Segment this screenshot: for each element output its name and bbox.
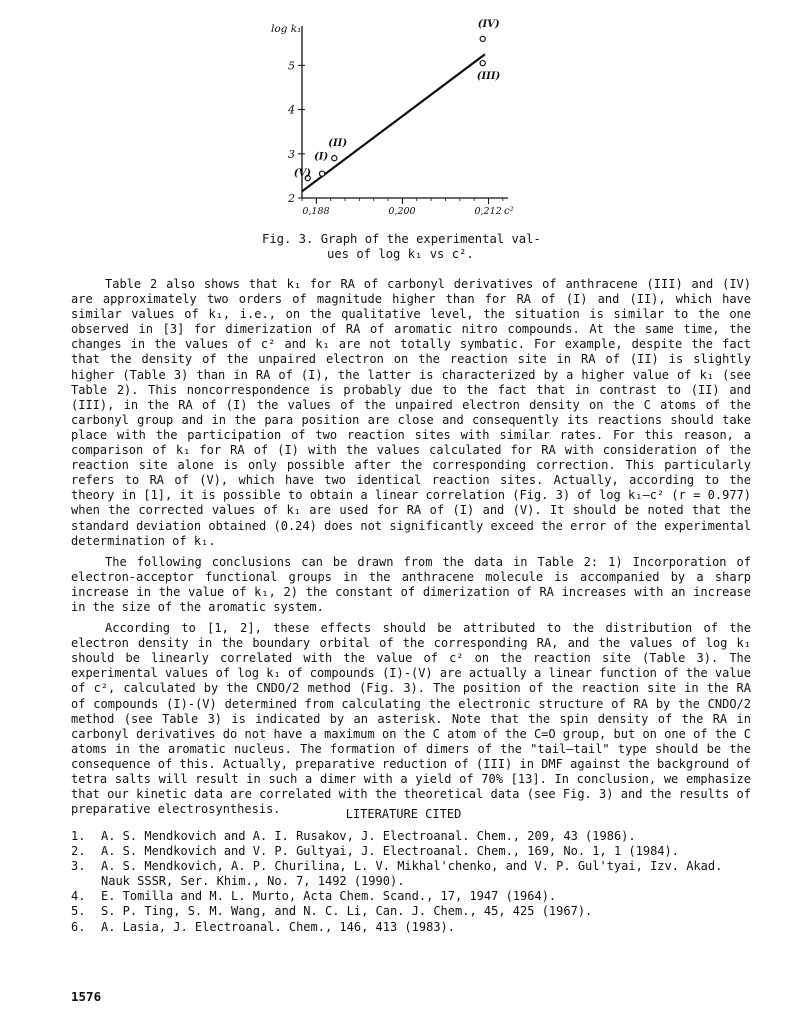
reference-text: A. Lasia, J. Electroanal. Chem., 146, 413 (1983). — [101, 919, 456, 934]
reference-number: 2. — [71, 844, 86, 859]
references-heading: LITERATURE CITED — [345, 807, 462, 821]
point-label: (IV) — [477, 18, 500, 30]
y-tick-label: 3 — [288, 147, 295, 161]
data-point — [480, 36, 485, 41]
paragraph-3: According to [1, 2], these effects should be attributed to the distribution of the electron density in the boundary orbital of the corresponding RA, and the values of log k₁ should be linearly correlated with the value of c² on the reaction site (Table 3). The experimental values of log k₁ of compounds (I)-(V) are actually a linear function of the value of c², calculated by the CNDO/2 method (Fig. 3). The position of the reaction site in the RA of compounds (I)-(V) determined from calculating the electronic structure of RA by the CNDO/2 method (see Table 3) is indicated by an asterisk. Note that the spin density of the RA in carbonyl derivatives do not have a maximum on the C atom of the C=O group, but on one of the C atoms in the aromatic nucleus. The formation of dimers of the "tail–tail" type should be the consequence of this. Actually, preparative reduction of (III) in DMF against the background of tetra salts will result in such a dimer with a yield of 70% [13]. In conclusion, we emphasize that our kinetic data are correlated with the theoretical data (see Fig. 3) and the results of preparative electrosynthesis. — [71, 621, 751, 817]
reference-item — [71, 889, 751, 904]
x-tick-label: 0,212 — [474, 206, 502, 217]
point-label: (I) — [314, 151, 329, 163]
reference-text: A. S. Mendkovich, A. P. Churilina, L. V. Mikhal'chenko, and V. P. Gul'tyai, Izv. Akad. Nauk SSSR, Ser. Khim., No. 7, 1492 (1990). — [101, 859, 723, 889]
reference-number: 4. — [71, 889, 86, 904]
caption-line-1: Fig. 3. Graph of the experimental val- — [262, 232, 541, 246]
y-tick-label: 2 — [288, 192, 295, 205]
x-axis-label: c² — [504, 206, 514, 217]
x-tick-label: 0,188 — [302, 206, 330, 217]
reference-text: S. P. Ting, S. M. Wang, and N. C. Li, Can. J. Chem., 45, 425 (1967). — [101, 904, 593, 919]
figure-caption — [262, 232, 562, 262]
reference-item — [71, 829, 751, 844]
reference-text: A. S. Mendkovich and V. P. Gultyai, J. Electroanal. Chem., 169, No. 1, 1 (1984). — [101, 844, 679, 859]
chart-marks — [294, 19, 501, 192]
reference-number: 5. — [71, 904, 86, 919]
reference-number: 6. — [71, 919, 86, 934]
point-label: (V) — [293, 168, 311, 180]
data-point — [480, 61, 485, 66]
reference-text: E. Tomilla and M. L. Murto, Acta Chem. Scand., 17, 1947 (1964). — [101, 889, 557, 904]
point-label: (III) — [476, 71, 501, 83]
paragraph-1: Table 2 also shows that k₁ for RA of carbonyl derivatives of anthracene (III) and (IV) are approximately two orders of magnitude higher than for RA of (I) and (II), which have similar values of k₁, i.e., on the qualitative level, the situation is similar to the one observed in [3] for dimerization of RA of aromatic nitro compounds. At the same time, the changes in the values of c² and k₁ are not totally symbatic. For example, despite the fact that the density of the unpaired electron on the reaction site in RA of (II) is slightly higher (Table 3) than in RA of (I), the latter is characterized by a higher value of k₁ (see Table 2). This noncorrespondence is probably due to the fact that in contrast to (II) and (III), in the RA of (I) the values of the unpaired electron density on the C atoms of the carbonyl group and in the para position are close and consequently its reactions should take place with the participation of two reaction sites with similar rates. For this reason, a comparison of k₁ for RA of (I) with the values calculated for RA with consideration of the reaction site alone is only possible after the corresponding correction. This particularly refers to RA of (V), which have two identical reaction sites. Actually, according to the theory in [1], it is possible to obtain a linear correlation (Fig. 3) of log k₁–c² (r = 0.977) when the corrected values of k₁ are used for RA of (I) and (V). It should be noted that the standard deviation obtained (0.24) does not significantly exceed the error of the experimental determination of k₁. — [71, 277, 751, 548]
caption-line-2: ues of log k₁ vs c². — [327, 247, 474, 261]
reference-item — [71, 859, 751, 889]
references-list — [71, 829, 751, 935]
reference-number: 1. — [71, 829, 86, 843]
reference-item — [71, 844, 751, 859]
paragraph-2: The following conclusions can be drawn from the data in Table 2: 1) Incorporation of electron-acceptor functional groups in the anthracene molecule is accompanied by a sharp increase in the value of k₁, 2) the constant of dimerization of RA increases with an increase in the size of the aromatic system. — [71, 554, 751, 614]
y-tick-label: 4 — [288, 103, 295, 117]
reference-item — [71, 904, 751, 919]
y-tick-label: 5 — [288, 59, 295, 73]
article-body — [71, 277, 751, 823]
point-label: (II) — [328, 138, 348, 150]
regression-line — [302, 54, 485, 191]
page-number: 1576 — [71, 989, 102, 1004]
figure-3-chart — [270, 18, 530, 218]
y-axis-label: log k₁ — [271, 23, 302, 35]
reference-item — [71, 920, 751, 935]
x-tick-label: 0,200 — [388, 206, 416, 217]
data-point — [332, 156, 337, 161]
reference-text: A. S. Mendkovich and A. I. Rusakov, J. Electroanal. Chem., 209, 43 (1986). — [101, 829, 636, 843]
data-point — [319, 171, 324, 176]
reference-number: 3. — [71, 859, 86, 874]
